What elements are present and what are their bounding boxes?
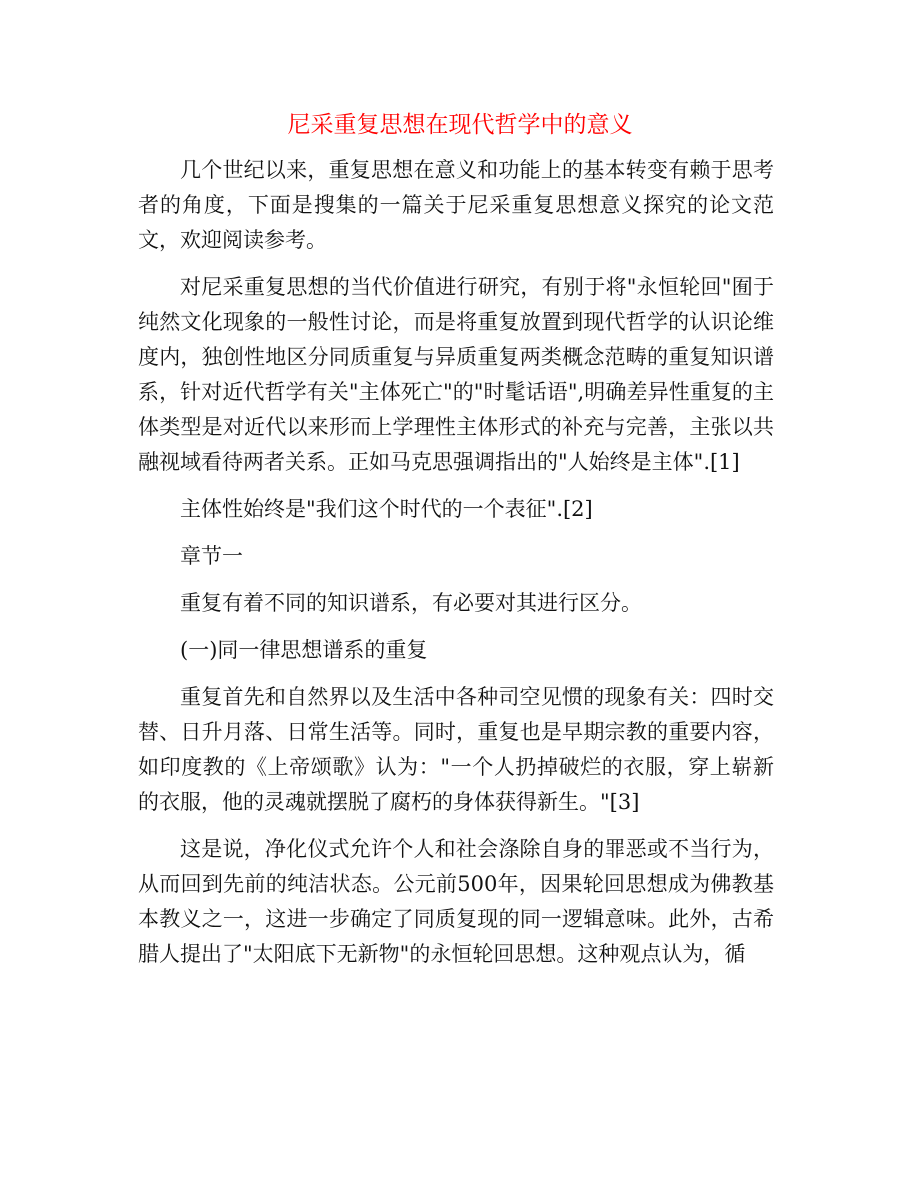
document-title: 尼采重复思想在现代哲学中的意义 — [287, 112, 633, 138]
paragraph-genealogy: 重复有着不同的知识谱系，有必要对其进行区分。 — [180, 591, 642, 615]
paragraph-research: 对尼采重复思想的当代价值进行研究，有别于将"永恒轮回"囿于纯然文化现象的一般性讨论，而是将重复放置到现代哲学的认识论维度内，独创性地区分同质重复与异质重复两类概念范畴的重复知识谱系，针对近代哲学有关"主体死亡"的"时髦话语",明确差异性重复的主体类型是对近代以来形而上学理性主体形式的补充与完善，主张以共融视域看待两者关系。正如马克思强调指出的"人始终是主体".[1] — [138, 275, 774, 474]
paragraph-subjectivity: 主体性始终是"我们这个时代的一个表征".[2] — [180, 497, 593, 521]
paragraph-purification: 这是说，净化仪式允许个人和社会涤除自身的罪恶或不当行为，从而回到先前的纯洁状态。公元前500年，因果轮回思想成为佛教基本教义之一，这进一步确定了同质复现的同一逻辑意味。此外，古希腊人提出了"太阳底下无新物"的永恒轮回思想。这种观点认为，循 — [138, 837, 774, 966]
section-heading-chapter-one: 章节一 — [180, 544, 243, 568]
subsection-heading-identity: (一)同一律思想谱系的重复 — [180, 638, 428, 662]
document-body — [138, 153, 774, 972]
paragraph-intro: 几个世纪以来，重复思想在意义和功能上的基本转变有赖于思考者的角度，下面是搜集的一篇关于尼采重复思想意义探究的论文范文，欢迎阅读参考。 — [138, 158, 774, 252]
paragraph-nature-religion: 重复首先和自然界以及生活中各种司空见惯的现象有关：四时交替、日升月落、日常生活等。同时，重复也是早期宗教的重要内容，如印度教的《上帝颂歌》认为："一个人扔掉破烂的衣服，穿上崭新的衣服，他的灵魂就摆脱了腐朽的身体获得新生。"[3] — [138, 685, 774, 814]
